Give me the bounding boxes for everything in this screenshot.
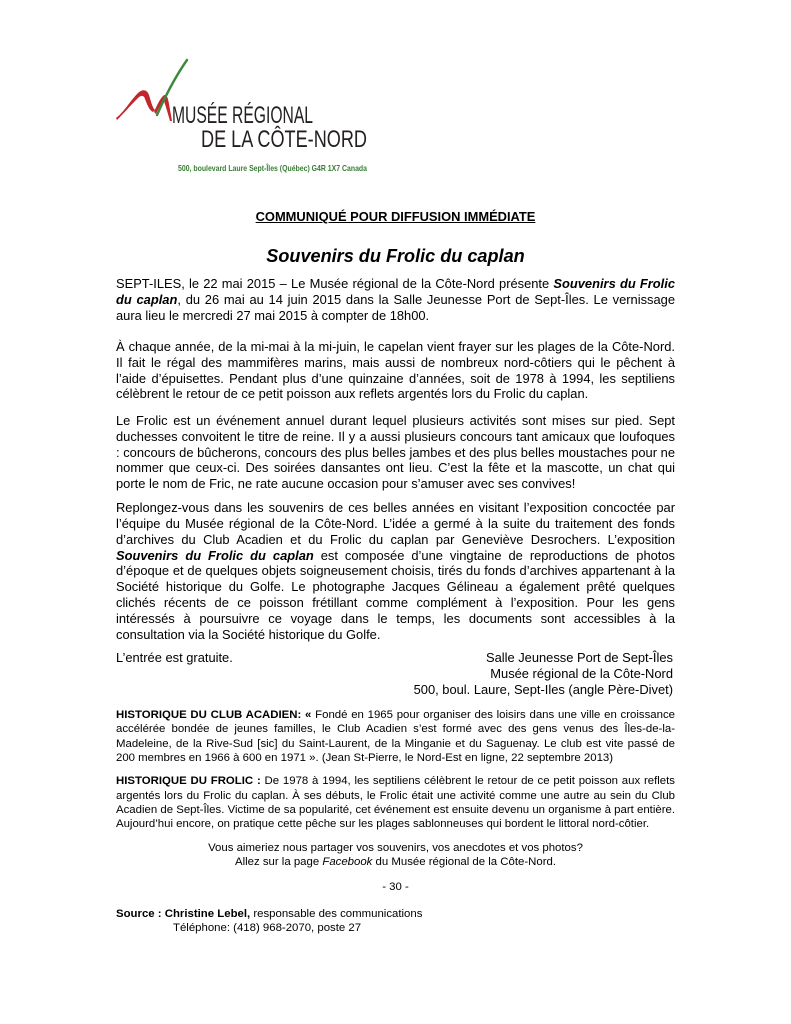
intro-exhibit-title: Souvenirs du Frolic du caplan — [116, 275, 675, 307]
history-frolic-heading: HISTORIQUE DU FROLIC : — [116, 775, 261, 788]
logo-address: 500, boulevard Laure Sept-Îles (Québec) G4R 1X7 Canada — [178, 163, 411, 173]
exhibition-text-after: est composée d’une vingtaine de reproductions de photos d’époque et de quelques objets soigneusement choisis, tirés du fonds d’archives appartenant à la Société historique du Golfe. Le photographe Jacques Gélineau a également prêté quelques clichés récents de ce poisson frétillant comme complément à l’exposition. Pour les gens intéressés à poursuivre ce voyage dans le temps, les documents sont accessibles à la consultation via la Société historique du Golfe. — [116, 547, 675, 642]
cta-line-2-before: Allez sur la page — [234, 856, 323, 869]
document-title: Souvenirs du Frolic du caplan — [266, 245, 525, 266]
intro-text-after: , du 26 mai au 14 juin 2015 dans la Salle Jeunesse Port de Sept-Îles. Le vernissage aura lieu le mercredi 27 mai 2015 à compter de 18h00. — [116, 291, 675, 323]
source-role: responsable des communications — [250, 907, 423, 920]
cta-facebook-label: Facebook — [322, 856, 373, 869]
admission-venue-row — [116, 650, 675, 697]
admission-note: L’entrée est gratuite. — [116, 650, 233, 666]
source-line — [116, 908, 422, 920]
exhibition-text-before: Replongez-vous dans les souvenirs de ces belles années en visitant l’exposition concoctée par l’équipe du Musée régional de la Côte-Nord. L’idée a germé à la suite du traitement des fonds d’archives du Club Acadien et du Frolic du caplan par Geneviève Desrochers. L’exposition — [116, 500, 675, 547]
cta-line-2 — [116, 855, 675, 869]
source-contact — [116, 907, 675, 936]
paragraph-frolic: Le Frolic est un événement annuel durant lequel plusieurs activités sont mises sur pied. Sept duchesses convoitent le titre de reine. Il y a aussi plusieurs concours tant amicaux que loufoques : concours de bûcherons, concours des plus belles jambes et des plus belles moustaches pour ne nommer que ceux-ci. Des soirées dansantes ont lieu. C’est la fête et la mascotte, un chat qui porte le nom de Fric, ne rate aucune occasion pour s’amuser avec ses convives! — [116, 412, 675, 492]
venue-line-1: Salle Jeunesse Port de Sept-Îles — [485, 650, 673, 666]
cta-line-2-after: du Musée régional de la Côte-Nord. — [372, 856, 557, 869]
history-club-heading: HISTORIQUE DU CLUB ACADIEN: « — [116, 709, 312, 722]
paragraph-exhibition — [116, 500, 675, 642]
history-frolic — [116, 774, 675, 832]
history-club-acadien — [116, 708, 675, 766]
call-to-action — [116, 841, 675, 870]
logo-name-line2: DE LA CÔTE-NORD — [201, 126, 422, 153]
source-phone: Téléphone: (418) 968-2070, poste 27 — [173, 922, 362, 935]
venue-line-2: Musée régional de la Côte-Nord — [490, 665, 673, 681]
exhibition-exhibit-title: Souvenirs du Frolic du caplan — [116, 547, 314, 563]
press-release-body — [116, 209, 675, 936]
logo-red-wave-right — [154, 95, 172, 121]
cta-line-1: Vous aimeriez nous partager vos souvenirs, vos anecdotes et vos photos? — [208, 841, 583, 854]
intro-text-before: SEPT-ILES, le 22 mai 2015 – Le Musée régional de la Côte-Nord présente — [116, 275, 554, 291]
history-club-text: Fondé en 1965 pour organiser des loisirs dans une ville en croissance accélérée bondée de jeunes familles, le Club Acadien s’est formé avec des gens venus des Îles-de-la-Madeleine, de la Rive-Sud [sic] du Saint-Laurent, de la Minganie et du Saguenay. Le club est vite passé de 200 membres en 1966 à 600 en 1971 ». (Jean St-Pierre, le Nord-Est en ligne, 22 septembre 2013) — [116, 709, 675, 765]
paragraph-capelan: À chaque année, de la mi-mai à la mi-juin, le capelan vient frayer sur les plages de la Côte-Nord. Il fait le régal des mammifères marins, mais aussi de nombreux nord-côtiers qui le pêchent à l’aide d’épuisettes. Pendant plus d’une quinzaine d’années, soit de 1978 à 1994, les septiliens célèbrent le retour de ce petit poisson aux reflets argentés lors du Frolic du caplan. — [116, 338, 675, 402]
logo-name-line1: MUSÉE RÉGIONAL — [172, 102, 313, 129]
venue-line-3: 500, boul. Laure, Sept-Iles (angle Père-Divet) — [413, 681, 673, 697]
source-label: Source : Christine Lebel, — [116, 907, 251, 920]
release-label: COMMUNIQUÉ POUR DIFFUSION IMMÉDIATE — [255, 209, 536, 224]
venue-address — [414, 650, 675, 697]
paragraph-intro — [116, 276, 675, 323]
logo-red-wave-left — [116, 90, 155, 120]
museum-logo — [110, 55, 422, 180]
history-frolic-text: De 1978 à 1994, les septiliens célèbrent le retour de ce petit poisson aux reflets argentés lors du Frolic du caplan. À ses débuts, le Frolic était une activité comme une autre au sein du Club Acadien de Sept-Îles. Victime de sa popularité, cet événement est ensuite devenu un organisme à part entière. Aujourd’hui encore, on pratique cette pêche sur les plages sablonneuses qui bordent le littoral nord-côtier. — [116, 775, 675, 831]
end-mark: - 30 - — [382, 880, 409, 893]
